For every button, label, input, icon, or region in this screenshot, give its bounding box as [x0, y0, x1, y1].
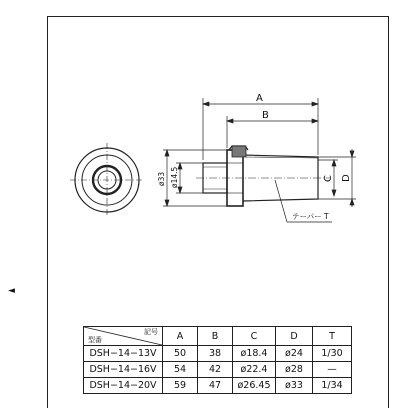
- cell-b: 42: [198, 362, 233, 378]
- cell-c: ø18.4: [233, 346, 276, 362]
- model-cell: DSH−14−16V: [84, 362, 163, 378]
- model-cell: DSH−14−20V: [84, 378, 163, 394]
- inner-diameter-label: ø14.5: [170, 166, 179, 188]
- cell-b: 47: [198, 378, 233, 394]
- cell-t: —: [313, 362, 352, 378]
- spec-table: [83, 326, 352, 394]
- header-d: D: [276, 327, 313, 346]
- side-view: [196, 146, 330, 206]
- table-corner-cell: [84, 327, 163, 346]
- header-a: A: [163, 327, 198, 346]
- cell-t: 1/34: [313, 378, 352, 394]
- header-t: T: [313, 327, 352, 346]
- header-b: B: [198, 327, 233, 346]
- dimension-d-label: D: [341, 174, 352, 182]
- taper-label: テーパー T: [292, 212, 329, 221]
- cell-d: ø24: [276, 346, 313, 362]
- dimension-a-label: A: [256, 93, 263, 104]
- table-row: [84, 362, 352, 378]
- cell-a: 54: [163, 362, 198, 378]
- cell-t: 1/30: [313, 346, 352, 362]
- left-arrow-marker: ◄: [8, 286, 15, 296]
- dimension-b: [227, 116, 318, 148]
- table-row: [84, 378, 352, 394]
- cell-b: 38: [198, 346, 233, 362]
- cell-d: ø28: [276, 362, 313, 378]
- corner-model-label: 型番: [88, 336, 102, 344]
- dimension-b-label: B: [262, 110, 269, 121]
- corner-symbol-label: 記号: [144, 328, 158, 336]
- cell-a: 50: [163, 346, 198, 362]
- table-row: [84, 346, 352, 362]
- dimension-a: [203, 98, 318, 160]
- table-header-row: [84, 327, 352, 346]
- cell-d: ø33: [276, 378, 313, 394]
- dimension-c-label: C: [323, 175, 334, 182]
- end-view: [70, 143, 144, 217]
- cell-c: ø22.4: [233, 362, 276, 378]
- outer-diameter-label: ø33: [157, 171, 166, 186]
- cell-a: 59: [163, 378, 198, 394]
- cell-c: ø26.45: [233, 378, 276, 394]
- header-c: C: [233, 327, 276, 346]
- model-cell: DSH−14−13V: [84, 346, 163, 362]
